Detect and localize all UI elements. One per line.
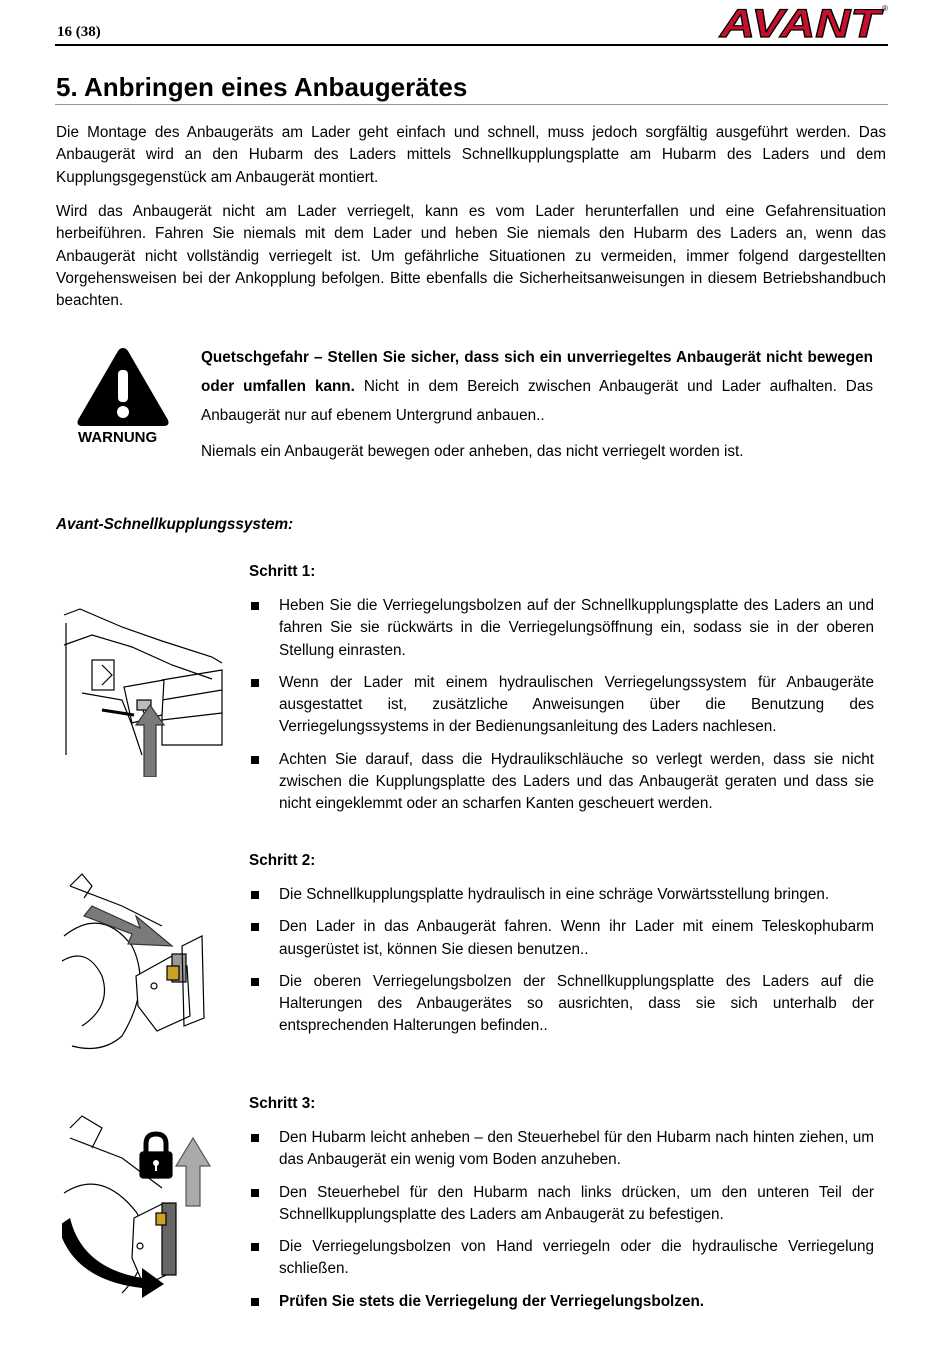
warning-bold-text: Quetschgefahr – Stellen Sie sicher, dass sich ein unverriegeltes Anbaugerät nicht bewegen oder umfallen kann. <box>201 349 873 395</box>
list-item <box>249 1182 874 1227</box>
step-1-title: Schritt 1: <box>249 563 316 580</box>
list-item <box>249 749 874 816</box>
warning-text <box>201 343 873 430</box>
list-item <box>249 971 874 1038</box>
warning-label: WARNUNG <box>78 429 158 446</box>
step-3-list <box>249 1127 874 1323</box>
intro-paragraph-2: Wird das Anbaugerät nicht am Lader verriegelt, kann es vom Lader herunterfallen und eine Gefahrensituation herbeiführen. Fahren Sie niemals mit dem Lader und heben Sie niemals den Hubarm des Laders an, wenn das Anbaugerät nicht vollständig verriegelt ist. Um gefährliche Situationen zu vermeiden, immer folgend dargestellten Vorgehensweisen bei der Ankopplung befolgen. Bitte ebenfalls die Sicherheitsanweisungen in diesem Betriebshandbuch beachten. <box>56 203 886 310</box>
bullet-square-icon <box>251 978 259 986</box>
header-rule <box>55 44 888 46</box>
bullet-square-icon <box>251 891 259 899</box>
list-item-text: Die Schnellkupplungsplatte hydraulisch in eine schräge Vorwärtsstellung bringen. <box>279 886 830 903</box>
step-2-illustration <box>62 866 237 1054</box>
title-rule <box>55 104 888 105</box>
lock-icon <box>140 1134 172 1178</box>
bullet-square-icon <box>251 1243 259 1251</box>
bullet-square-icon <box>251 602 259 610</box>
list-item-text: Die Verriegelungsbolzen von Hand verriegeln oder die hydraulische Verriegelung schließen. <box>279 1238 874 1278</box>
quick-coupling-heading: Avant-Schnellkupplungssystem: <box>56 516 294 533</box>
list-item-text: Die oberen Verriegelungsbolzen der Schnellkupplungsplatte des Laders auf die Halterungen des Anbaugerätes so ausrichten, dass sie sich unterhalb der entsprechenden Halterungen befinden.. <box>279 972 874 1035</box>
step-3-title: Schritt 3: <box>249 1095 316 1112</box>
bullet-square-icon <box>251 923 259 931</box>
list-item <box>249 672 874 739</box>
list-item-text: Den Steuerhebel für den Hubarm nach links drücken, um den unteren Teil der Schnellkupplungsplatte des Laders am Anbaugerät zu befestigen. <box>279 1183 874 1223</box>
list-item <box>249 595 874 662</box>
list-item <box>249 1127 874 1172</box>
list-item-text: Den Hubarm leicht anheben – den Steuerhebel für den Hubarm nach hinten ziehen, um das Anbaugerät ein wenig vom Boden anzuheben. <box>279 1129 874 1169</box>
list-item-text: Heben Sie die Verriegelungsbolzen auf der Schnellkupplungsplatte des Laders an und fahren Sie sie rückwärts in die Verriegelungsöffnung ein, sodass sie in der oberen Stellung einrasten. <box>279 597 874 659</box>
warning-triangle-icon <box>76 346 170 428</box>
warning-text-2: Niemals ein Anbaugerät bewegen oder anheben, das nicht verriegelt worden ist. <box>201 443 744 460</box>
bullet-square-icon <box>251 1189 259 1197</box>
step-3-illustration <box>62 1108 237 1298</box>
page-number: 16 (38) <box>57 24 101 40</box>
list-item <box>249 1236 874 1281</box>
warning-normal-text: Nicht in dem Bereich zwischen Anbaugerät und Lader aufhalten. Das Anbaugerät nur auf ebenem Untergrund anbauen.. <box>201 378 874 424</box>
step-2-list <box>249 884 874 1048</box>
step-1-list <box>249 595 874 826</box>
bullet-square-icon <box>251 1298 259 1306</box>
intro-paragraph-1: Die Montage des Anbaugeräts am Lader geht einfach und schnell, muss jedoch sorgfältig ausgeführt werden. Das Anbaugerät wird an den Hubarm des Laders mittels Schnellkupplungsplatte am Hubarm des Laders und dem Kupplungsgegenstück am Anbaugerät montiert. <box>56 124 886 186</box>
step-1-illustration <box>62 605 232 777</box>
bullet-square-icon <box>251 679 259 687</box>
avant-logo <box>714 2 890 40</box>
list-item <box>249 884 874 906</box>
page-title: 5. Anbringen eines Anbaugerätes <box>56 72 468 102</box>
svg-text:®: ® <box>882 4 888 13</box>
list-item-text: Wenn der Lader mit einem hydraulischen Verriegelungssystem für Anbaugeräte ausgestattet ist, zusätzliche Anweisungen über die Benutzung des Verriegelungssystems in der Bedienungsanleitung des Laders nachlesen. <box>279 673 874 736</box>
bullet-square-icon <box>251 1134 259 1142</box>
list-item-text: Achten Sie darauf, dass die Hydraulikschläuche so verlegt werden, dass sie nicht zwischen die Kupplungsplatte des Laders und das Anbaugerät geraten und dass sie nicht eingeklemmt oder an scharfen Kanten gescheuert werden. <box>279 750 874 813</box>
svg-text:AVANT: AVANT <box>718 2 885 40</box>
bullet-square-icon <box>251 756 259 764</box>
list-item-text: Prüfen Sie stets die Verriegelung der Verriegelungsbolzen. <box>279 1292 705 1310</box>
list-item <box>249 916 874 961</box>
step-2-title: Schritt 2: <box>249 852 316 869</box>
list-item <box>249 1291 874 1313</box>
list-item-text: Den Lader in das Anbaugerät fahren. Wenn ihr Lader mit einem Teleskophubarm ausgerüstet ist, können Sie diesen benutzen.. <box>279 918 874 958</box>
